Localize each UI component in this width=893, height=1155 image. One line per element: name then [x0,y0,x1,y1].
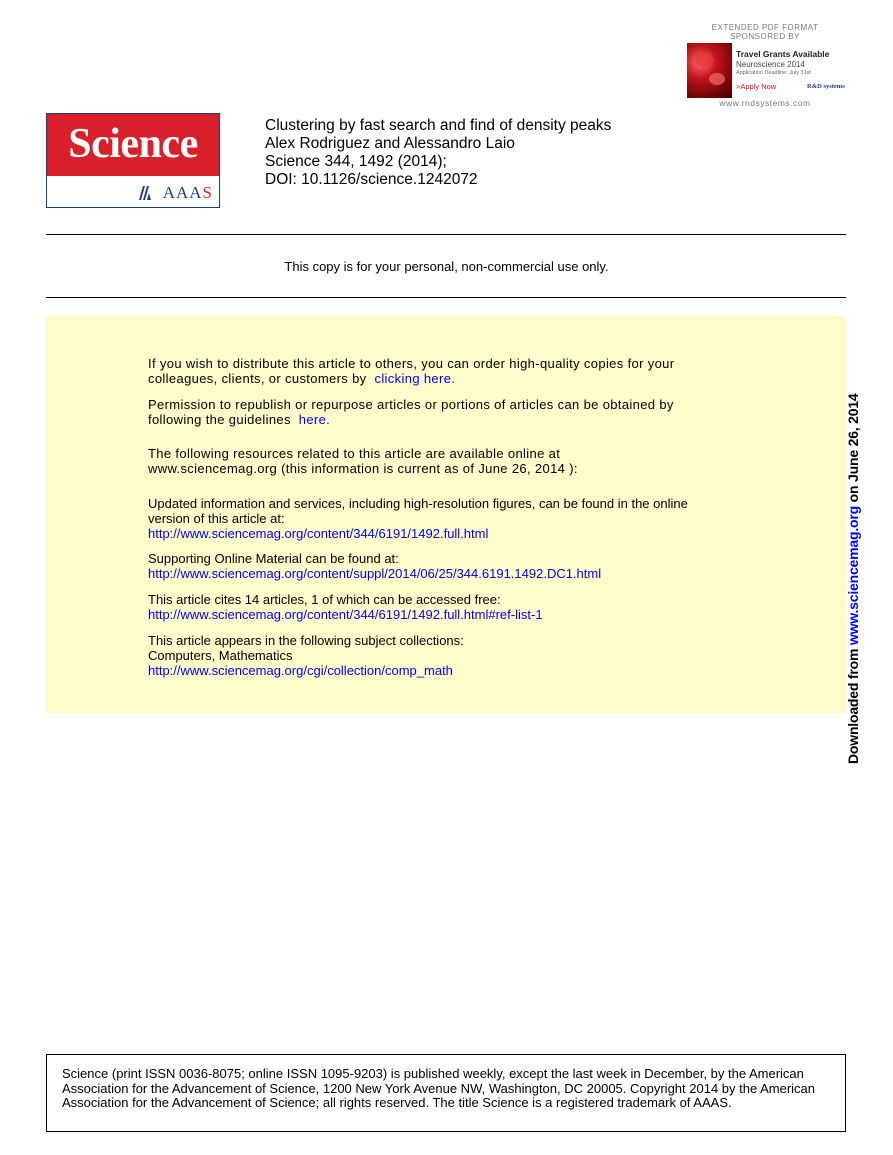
article-journal: Science 344, 1492 (2014); [265,153,447,170]
collections-paragraph: This article appears in the following subject collections: Computers, Mathematics http://www.sciencemag.org/cgi/collection/comp_math [148,633,464,678]
updated-info-paragraph: Updated information and services, including high-resolution figures, can be found in the online version of this article at: http://www.sciencemag.org/content/344/6191/1492.full.html [148,496,688,541]
full-text-link[interactable]: http://www.sciencemag.org/content/344/6191/1492.full.html [148,526,489,541]
supporting-material-link[interactable]: http://www.sciencemag.org/content/suppl/2014/06/25/344.6191.1492.DC1.html [148,566,602,581]
download-stamp: Downloaded from www.sciencemag.org on June 26, 2014 [845,393,861,764]
science-logo [46,113,220,208]
guidelines-here-link[interactable]: here. [298,412,331,427]
copyright-text: Science (print ISSN 0036-8075; online ISSN 1095-9203) is published weekly, except the last week in December, by the American Association for the Advancement of Science, 1200 New York Avenue NW, Washington, DC 20005. Copyright 2014 by the American Association for the Advancement of Science; all rights reserved. The title Science is a registered trademark of AAAS. [62,1066,815,1110]
ad-deadline: Application Deadline: July 31st [736,70,811,76]
supporting-material-paragraph: Supporting Online Material can be found at: http://www.sciencemag.org/content/suppl/2014/06/25/344.6191.1492.DC1.html [148,551,602,581]
ad-subtitle: Neuroscience 2014 [736,60,805,69]
aaas-mark-icon [139,186,151,200]
citation-block [265,117,611,189]
second-divider [46,297,846,298]
article-doi: DOI: 10.1126/science.1242072 [265,171,478,188]
sponsor-ad[interactable] [687,43,847,98]
article-title: Clustering by fast search and find of density peaks [265,117,612,134]
logo-red-band [47,114,219,176]
ad-title: Travel Grants Available [736,49,830,59]
personal-use-notice: This copy is for your personal, non-commercial use only. [284,259,609,274]
top-divider [46,234,846,235]
clicking-here-link[interactable]: clicking here. [374,371,456,386]
citations-paragraph: This article cites 14 articles, 1 of which can be accessed free: http://www.sciencemag.org/content/344/6191/1492.full.html#ref-list-1 [148,592,543,622]
ad-heading: EXTENDED PDF FORMAT SPONSORED BY [711,23,819,41]
ad-brand-logo: R&D systems [807,83,845,90]
ad-url[interactable]: www.rndsystems.com [719,98,811,108]
copyright-footer [46,1054,846,1132]
article-authors: Alex Rodriguez and Alessandro Laio [265,135,515,152]
sciencemag-link[interactable]: www.sciencemag.org [845,506,861,646]
ad-apply-link[interactable]: >Apply Now [736,82,777,91]
logo-wordmark: Science [68,121,198,167]
collection-link[interactable]: http://www.sciencemag.org/cgi/collection/comp_math [148,663,453,678]
resources-paragraph: The following resources related to this article are available online at www.sciencemag.org (this information is current as of June 26, 2014 ): [148,446,578,476]
ad-neuron-image [687,43,732,98]
aaas-wordmark: AAAS [162,183,213,202]
permission-paragraph: Permission to republish or repurpose articles or portions of articles can be obtained by following the guidelines here. [148,397,674,427]
distribute-paragraph: If you wish to distribute this article to others, you can order high-quality copies for your colleagues, clients, or customers by clicking here. [148,356,675,386]
ref-list-link[interactable]: http://www.sciencemag.org/content/344/6191/1492.full.html#ref-list-1 [148,607,543,622]
